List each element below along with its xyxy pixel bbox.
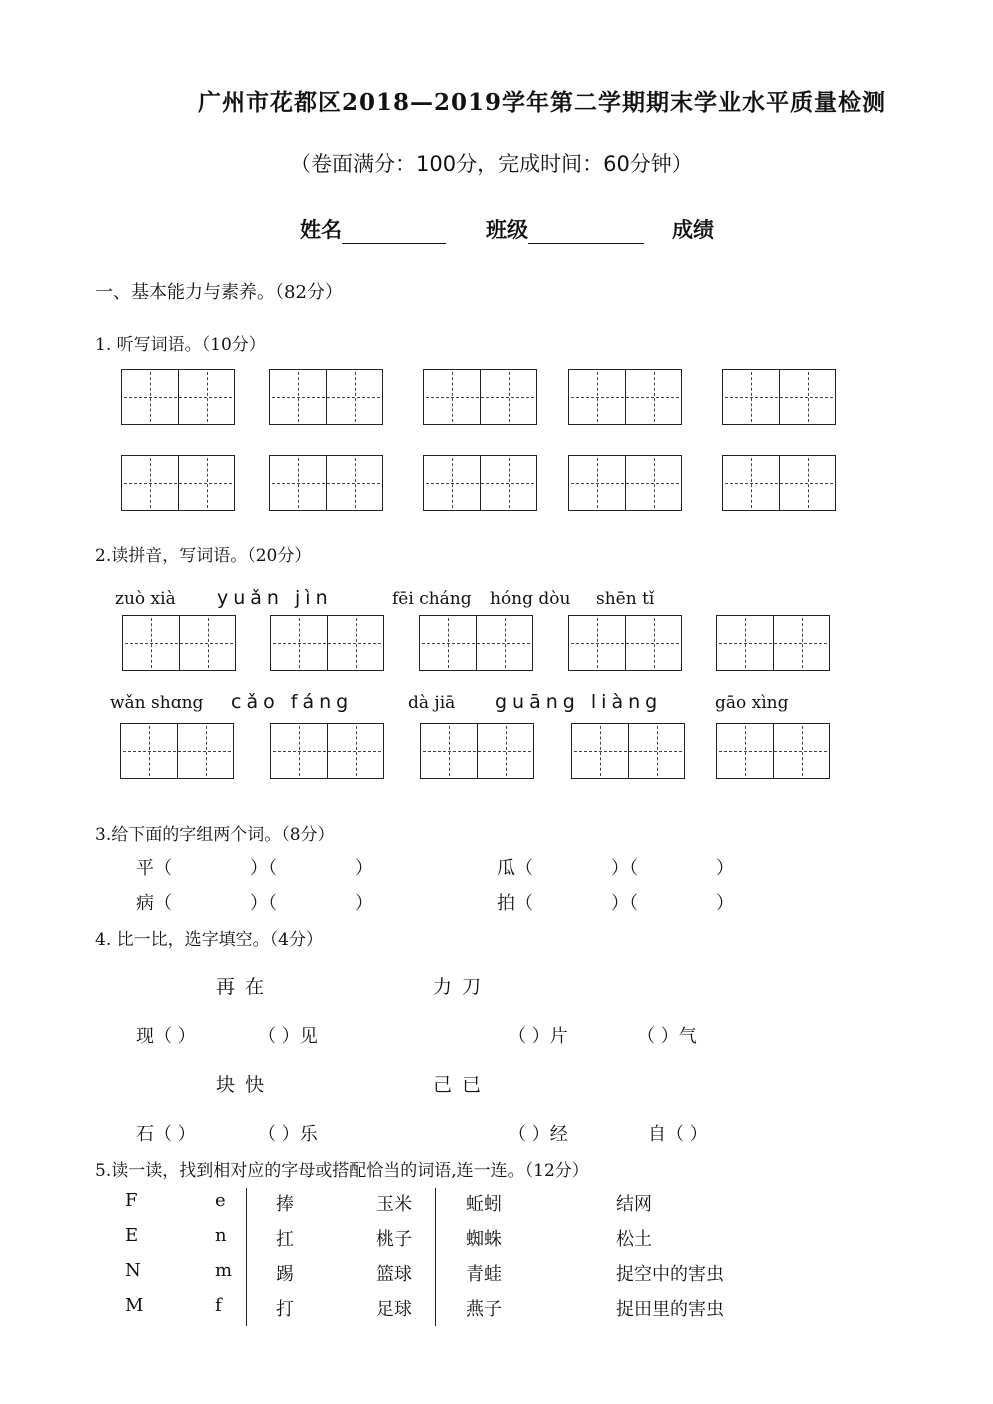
bracket-open[interactable]: （: [268, 893, 277, 914]
pinyin-label: yuǎn jìn: [217, 587, 333, 609]
bracket-close[interactable]: ）: [611, 893, 629, 914]
match-item-objects[interactable]: 篮球: [376, 1264, 412, 1285]
match-item-lower[interactable]: e: [215, 1190, 226, 1211]
match-item-objects[interactable]: 玉米: [376, 1194, 412, 1215]
bracket-close[interactable]: ）: [250, 893, 268, 914]
match-item-lower[interactable]: n: [215, 1225, 227, 1246]
class-field: [486, 214, 644, 244]
fill-blank[interactable]: （ ）片: [508, 1026, 568, 1047]
page-subtitle: （卷面满分：100分，完成时间：60分钟）: [290, 152, 693, 176]
q1-title: 1. 听写词语。（10分）: [95, 335, 266, 355]
name-field: [300, 214, 446, 244]
match-item-actions[interactable]: 松土: [616, 1229, 652, 1250]
dictation-box[interactable]: [722, 369, 836, 425]
section1-title: 一、基本能力与素养。（82分）: [95, 282, 343, 303]
q5-title: 5.读一读，找到相对应的字母或搭配恰当的词语,连一连。（12分）: [95, 1161, 589, 1181]
match-item-upper[interactable]: M: [125, 1295, 144, 1316]
match-item-verbs[interactable]: 扛: [276, 1229, 294, 1250]
score-label: 成绩: [672, 217, 714, 242]
pinyin-label: hóng dòu: [490, 589, 571, 609]
char-pair: 块 快: [216, 1074, 267, 1096]
match-item-actions[interactable]: 捉空中的害虫: [616, 1264, 724, 1285]
name-label: 姓名: [300, 217, 342, 242]
bracket-open[interactable]: （: [629, 893, 638, 914]
divider: [435, 1188, 436, 1326]
match-item-animals[interactable]: 青蛙: [466, 1264, 502, 1285]
bracket-open[interactable]: （: [629, 858, 638, 879]
q3-title: 3.给下面的字组两个词。（8分）: [95, 825, 335, 845]
word-group-row: [136, 889, 373, 915]
bracket-close[interactable]: ）: [355, 858, 373, 879]
bracket-close[interactable]: ）: [716, 893, 734, 914]
match-item-actions[interactable]: 捉田里的害虫: [616, 1299, 724, 1320]
pinyin-answer-box[interactable]: [419, 615, 533, 671]
prompt-char: 平: [136, 858, 154, 879]
dictation-box[interactable]: [121, 455, 235, 511]
match-item-verbs[interactable]: 打: [276, 1299, 294, 1320]
q2-title: 2.读拼音，写词语。（20分）: [95, 546, 312, 566]
char-pair: 再 在: [216, 976, 267, 998]
fill-blank[interactable]: 石（ ）: [136, 1124, 196, 1145]
pinyin-label: fēi cháng: [392, 589, 472, 609]
pinyin-label: wǎn shɑng: [110, 693, 204, 713]
pinyin-label: shēn tǐ: [596, 589, 655, 609]
match-item-animals[interactable]: 蚯蚓: [466, 1194, 502, 1215]
pinyin-label: guāng liàng: [495, 691, 663, 713]
match-item-actions[interactable]: 结网: [616, 1194, 652, 1215]
bracket-close[interactable]: ）: [716, 858, 734, 879]
pinyin-label: cǎo fáng: [231, 691, 354, 713]
pinyin-answer-box[interactable]: [716, 615, 830, 671]
pinyin-answer-box[interactable]: [571, 723, 685, 779]
dictation-box[interactable]: [269, 369, 383, 425]
match-item-animals[interactable]: 燕子: [466, 1299, 502, 1320]
word-group-row: [497, 854, 734, 880]
fill-blank[interactable]: （ ）气: [637, 1026, 697, 1047]
fill-blank[interactable]: 现（ ）: [136, 1026, 196, 1047]
pinyin-label: dà jiā: [408, 693, 456, 713]
prompt-char: 拍: [497, 893, 515, 914]
pinyin-answer-box[interactable]: [122, 615, 236, 671]
bracket-open[interactable]: （: [154, 893, 172, 914]
match-item-objects[interactable]: 桃子: [376, 1229, 412, 1250]
pinyin-answer-box[interactable]: [270, 723, 384, 779]
fill-blank[interactable]: （ ）见: [258, 1026, 318, 1047]
bracket-close[interactable]: ）: [250, 858, 268, 879]
fill-blank[interactable]: （ ）乐: [258, 1124, 318, 1145]
pinyin-answer-box[interactable]: [568, 615, 682, 671]
dictation-box[interactable]: [423, 369, 537, 425]
match-item-lower[interactable]: m: [215, 1260, 233, 1281]
fill-blank[interactable]: （ ）经: [508, 1124, 568, 1145]
match-item-verbs[interactable]: 踢: [276, 1264, 294, 1285]
match-item-animals[interactable]: 蜘蛛: [466, 1229, 502, 1250]
bracket-close[interactable]: ）: [355, 893, 373, 914]
page-title: 广州市花都区2018—2019学年第二学期期末学业水平质量检测: [198, 89, 887, 116]
char-pair: 力 刀: [433, 976, 484, 998]
dictation-box[interactable]: [568, 455, 682, 511]
bracket-open[interactable]: （: [515, 893, 533, 914]
word-group-row: [136, 854, 373, 880]
match-item-lower[interactable]: f: [215, 1295, 222, 1316]
pinyin-label: gāo xìng: [715, 693, 789, 713]
name-blank[interactable]: [342, 221, 446, 244]
class-label: 班级: [486, 217, 528, 242]
char-pair: 己 已: [433, 1074, 484, 1096]
word-group-row: [497, 889, 734, 915]
bracket-open[interactable]: （: [154, 858, 172, 879]
bracket-open[interactable]: （: [515, 858, 533, 879]
pinyin-answer-box[interactable]: [420, 723, 534, 779]
pinyin-answer-box[interactable]: [270, 615, 384, 671]
match-item-upper[interactable]: E: [125, 1225, 139, 1246]
dictation-box[interactable]: [269, 455, 383, 511]
prompt-char: 病: [136, 893, 154, 914]
pinyin-label: zuò xià: [115, 589, 176, 609]
class-blank[interactable]: [528, 221, 644, 244]
prompt-char: 瓜: [497, 858, 515, 879]
match-item-upper[interactable]: N: [125, 1260, 141, 1281]
match-item-objects[interactable]: 足球: [376, 1299, 412, 1320]
dictation-box[interactable]: [423, 455, 537, 511]
q4-title: 4. 比一比，选字填空。（4分）: [95, 930, 323, 950]
bracket-open[interactable]: （: [268, 858, 277, 879]
match-item-verbs[interactable]: 捧: [276, 1194, 294, 1215]
bracket-close[interactable]: ）: [611, 858, 629, 879]
divider: [246, 1188, 247, 1326]
pinyin-answer-box[interactable]: [120, 723, 234, 779]
dictation-box[interactable]: [722, 455, 836, 511]
match-item-upper[interactable]: F: [125, 1190, 138, 1211]
pinyin-answer-box[interactable]: [716, 723, 830, 779]
dictation-box[interactable]: [121, 369, 235, 425]
fill-blank[interactable]: 自（ ）: [648, 1124, 708, 1145]
dictation-box[interactable]: [568, 369, 682, 425]
